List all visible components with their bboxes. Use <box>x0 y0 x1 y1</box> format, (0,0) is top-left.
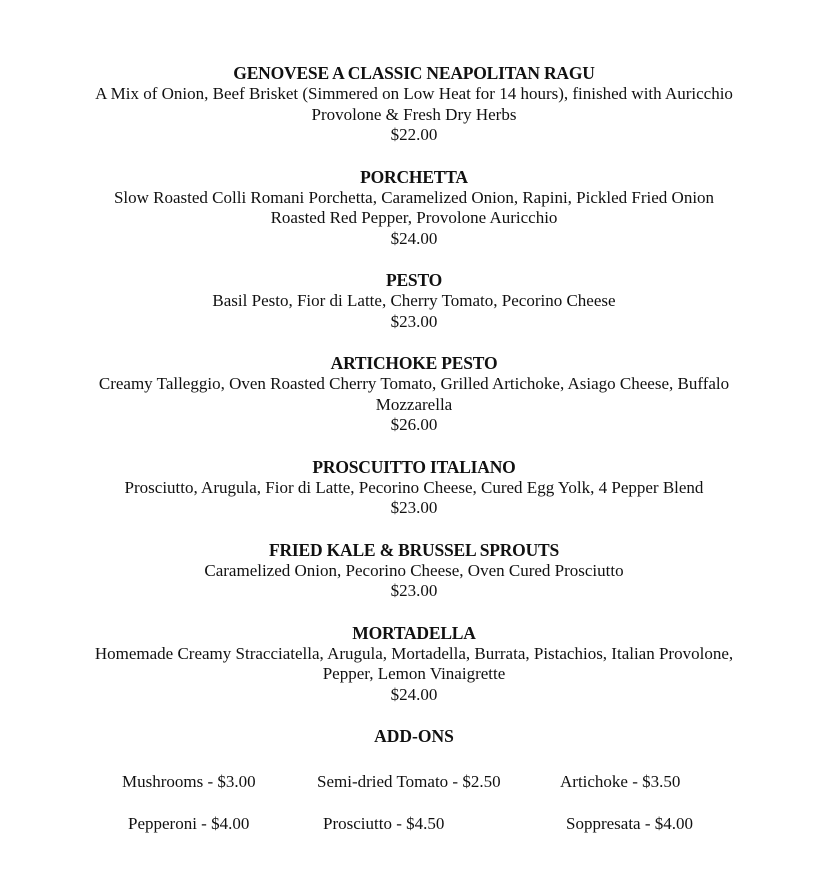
item-price: $26.00 <box>390 415 438 434</box>
addon-soppresata: Soppresata - $4.00 <box>566 814 694 833</box>
menu-item-pesto <box>0 269 828 332</box>
addons-row-2 <box>0 814 828 836</box>
item-description-line: Prosciutto, Arugula, Fior di Latte, Pecorino Cheese, Cured Egg Yolk, 4 Pepper Blend <box>124 477 704 497</box>
menu-item-porchetta <box>0 166 828 250</box>
item-description-line: Provolone & Fresh Dry Herbs <box>311 104 517 124</box>
addon-semi-dried-tomato: Semi-dried Tomato - $2.50 <box>317 772 501 791</box>
addon-prosciutto: Prosciutto - $4.50 <box>323 814 445 833</box>
menu-item-proscuitto-italiano <box>0 456 828 519</box>
item-description-line: Creamy Talleggio, Oven Roasted Cherry Tomato, Grilled Artichoke, Asiago Cheese, Buffalo <box>98 374 730 393</box>
menu-item-fried-kale <box>0 539 828 602</box>
item-price: $24.00 <box>390 228 438 248</box>
item-price: $23.00 <box>390 581 438 600</box>
item-name: MORTADELLA <box>352 622 476 643</box>
menu-item-mortadella <box>0 622 828 706</box>
addons-row-1 <box>0 772 828 794</box>
menu-list <box>0 62 828 747</box>
menu-item-artichoke-pesto <box>0 352 828 436</box>
item-description-line: Mozzarella <box>375 394 453 414</box>
item-price: $23.00 <box>390 498 438 517</box>
item-name: PESTO <box>385 270 443 290</box>
item-name: PROSCUITTO ITALIANO <box>312 456 516 477</box>
item-price: $24.00 <box>390 684 438 704</box>
item-name: GENOVESE A CLASSIC NEAPOLITAN RAGU <box>233 63 595 83</box>
item-name: FRIED KALE & BRUSSEL SPROUTS <box>268 539 560 560</box>
menu-item-genovese <box>0 62 828 146</box>
addons-heading: ADD-ONS <box>374 726 454 746</box>
item-price: $22.00 <box>390 125 438 144</box>
addon-pepperoni: Pepperoni - $4.00 <box>128 814 250 833</box>
item-description-line: A Mix of Onion, Beef Brisket (Simmered on Low Heat for 14 hours), finished with Auricchio <box>95 84 733 103</box>
item-description-line: Roasted Red Pepper, Provolone Auricchio <box>270 208 558 227</box>
addon-mushrooms: Mushrooms - $3.00 <box>122 772 256 791</box>
item-description-line: Slow Roasted Colli Romani Porchetta, Caramelized Onion, Rapini, Pickled Fried Onion <box>113 187 715 207</box>
item-name: ARTICHOKE PESTO <box>330 353 498 373</box>
item-description-line: Caramelized Onion, Pecorino Cheese, Oven Cured Prosciutto <box>204 560 624 580</box>
item-name: PORCHETTA <box>360 166 468 187</box>
item-description-line: Basil Pesto, Fior di Latte, Cherry Tomato, Pecorino Cheese <box>212 291 616 310</box>
addon-artichoke: Artichoke - $3.50 <box>560 772 681 791</box>
item-description-line: Homemade Creamy Stracciatella, Arugula, Mortadella, Burrata, Pistachios, Italian Provolone, <box>94 643 734 663</box>
item-description-line: Pepper, Lemon Vinaigrette <box>322 664 506 683</box>
item-price: $23.00 <box>390 311 438 331</box>
